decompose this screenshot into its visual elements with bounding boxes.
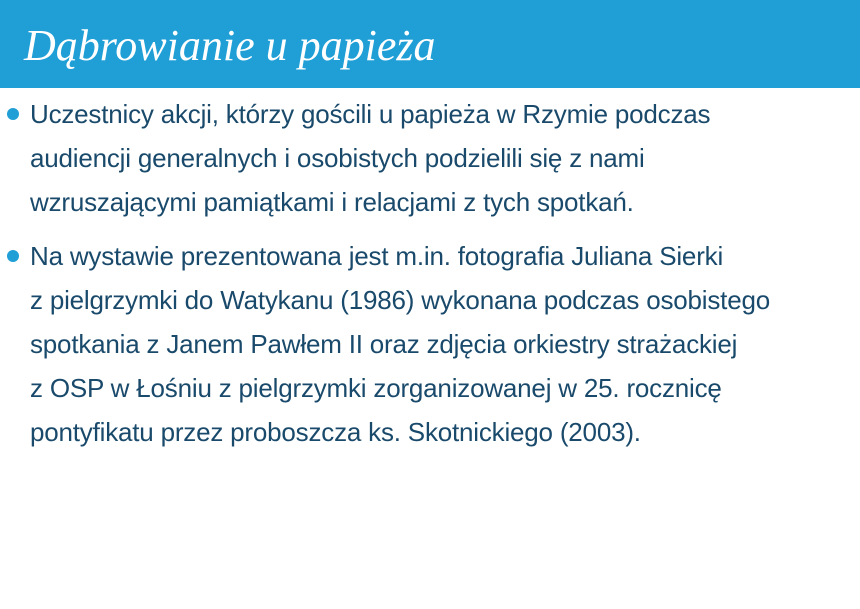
bullet-text [30,234,845,454]
text-line: audiencji generalnych i osobistych podzielili się z nami [30,143,645,173]
bullet-dot-icon [7,108,19,120]
text-line: wzruszającymi pamiątkami i relacjami z tych spotkań. [30,187,634,217]
bullet-text [30,92,845,224]
text-line: spotkania z Janem Pawłem II oraz zdjęcia orkiestry strażackiej [30,329,738,359]
title-bar [0,0,860,88]
bullet-dot-icon [7,250,19,262]
text-line: Uczestnicy akcji, którzy gościli u papieża w Rzymie podczas [30,99,711,129]
text-line: Na wystawie prezentowana jest m.in. fotografia Juliana Sierki [30,241,724,271]
text-line: z OSP w Łośniu z pielgrzymki zorganizowanej w 25. rocznicę [30,373,722,403]
text-line: z pielgrzymki do Watykanu (1986) wykonana podczas osobistego [30,285,770,315]
page-title: Dąbrowianie u papieża [24,21,436,70]
text-line: pontyfikatu przez proboszcza ks. Skotnickiego (2003). [30,417,641,447]
